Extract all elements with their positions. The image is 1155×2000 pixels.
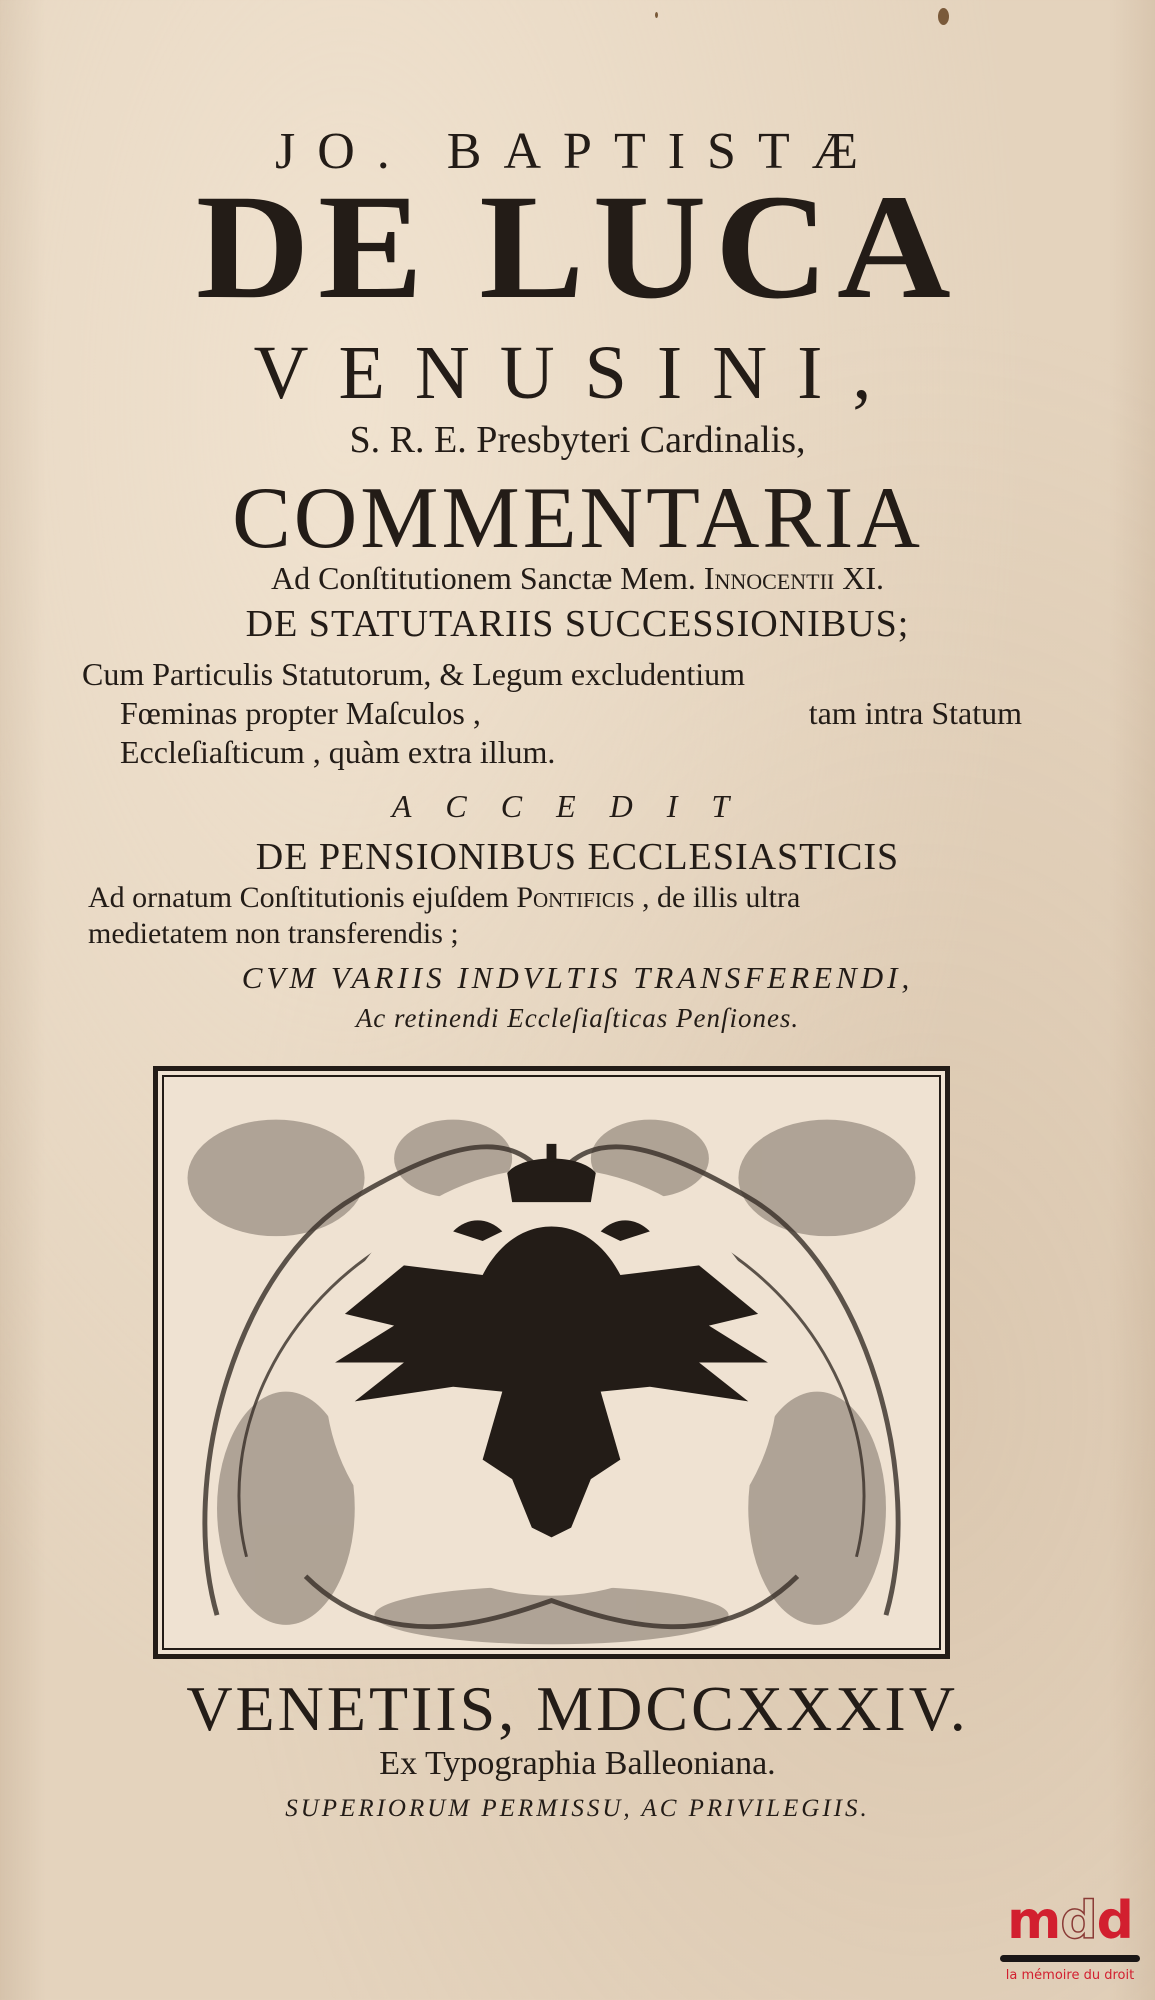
subject-description-line — [82, 694, 1022, 733]
author-origin: VENUSINI, — [253, 331, 902, 415]
subject-description-line: Cum Particulis Statutorum, & Legum excludentium — [82, 656, 746, 692]
dedication-pope: Innocentii — [703, 560, 835, 596]
appendix-line-text: , de illis ultra — [634, 881, 801, 914]
imprint-city-date: VENETIIS, MDCCXXXIV. — [186, 1673, 969, 1744]
subject-description-line: Eccleſiaſticum , quàm extra illum. — [120, 734, 556, 770]
indults-line: CVM VARIIS INDVLTIS TRANSFERENDI, — [241, 960, 914, 995]
logo-underline — [1000, 1955, 1140, 1962]
imprint-printer: Ex Typographia Balleoniana. — [379, 1745, 776, 1782]
work-title: COMMENTARIA — [232, 470, 923, 567]
appendix-line-text: Ad ornatum Conſtitutionis ejuſdem — [88, 881, 517, 914]
ink-spot — [655, 12, 658, 18]
dedication-line — [0, 560, 1155, 597]
appendix-line — [88, 880, 1028, 916]
subject-heading: DE STATUTARIIS SUCCESSIONIBUS; — [245, 603, 910, 645]
subject-description — [82, 655, 1022, 772]
appendix-description — [88, 880, 1028, 952]
appendix-title: DE PENSIONIBUS ECCLESIASTICIS — [255, 836, 900, 878]
dedication-prefix: Ad Conſtitutionem Sanctæ Mem. — [270, 560, 704, 596]
dedication-suffix: XI. — [834, 560, 885, 596]
mdd-logo-icon: mdd — [1007, 1891, 1133, 1951]
appendix-line: medietatem non transferendis ; — [88, 917, 459, 950]
author-first-name: JO. BAPTISTÆ — [275, 123, 880, 180]
double-headed-eagle-icon — [158, 1071, 945, 1654]
woodcut-printer-device — [153, 1066, 950, 1659]
subject-description-part: Fœminas propter Maſculos , — [120, 695, 481, 731]
logo-tagline: la mémoire du droit — [1005, 1968, 1135, 1983]
mdd-watermark-logo — [995, 1891, 1145, 1995]
ink-spot — [938, 8, 949, 25]
subject-description-part: tam intra Statum — [808, 695, 1022, 731]
indults-subline: Ac retinendi Eccleſiaſticas Penſiones. — [355, 1003, 800, 1033]
appendix-pontiff: Pontificis — [516, 881, 635, 914]
author-rank: S. R. E. Presbyteri Cardinalis, — [349, 419, 806, 461]
accedit-label: ACCEDIT — [391, 788, 764, 824]
author-surname: DE LUCA — [195, 164, 960, 330]
imprint-permission: SUPERIORUM PERMISSU, AC PRIVILEGIIS. — [285, 1795, 870, 1822]
